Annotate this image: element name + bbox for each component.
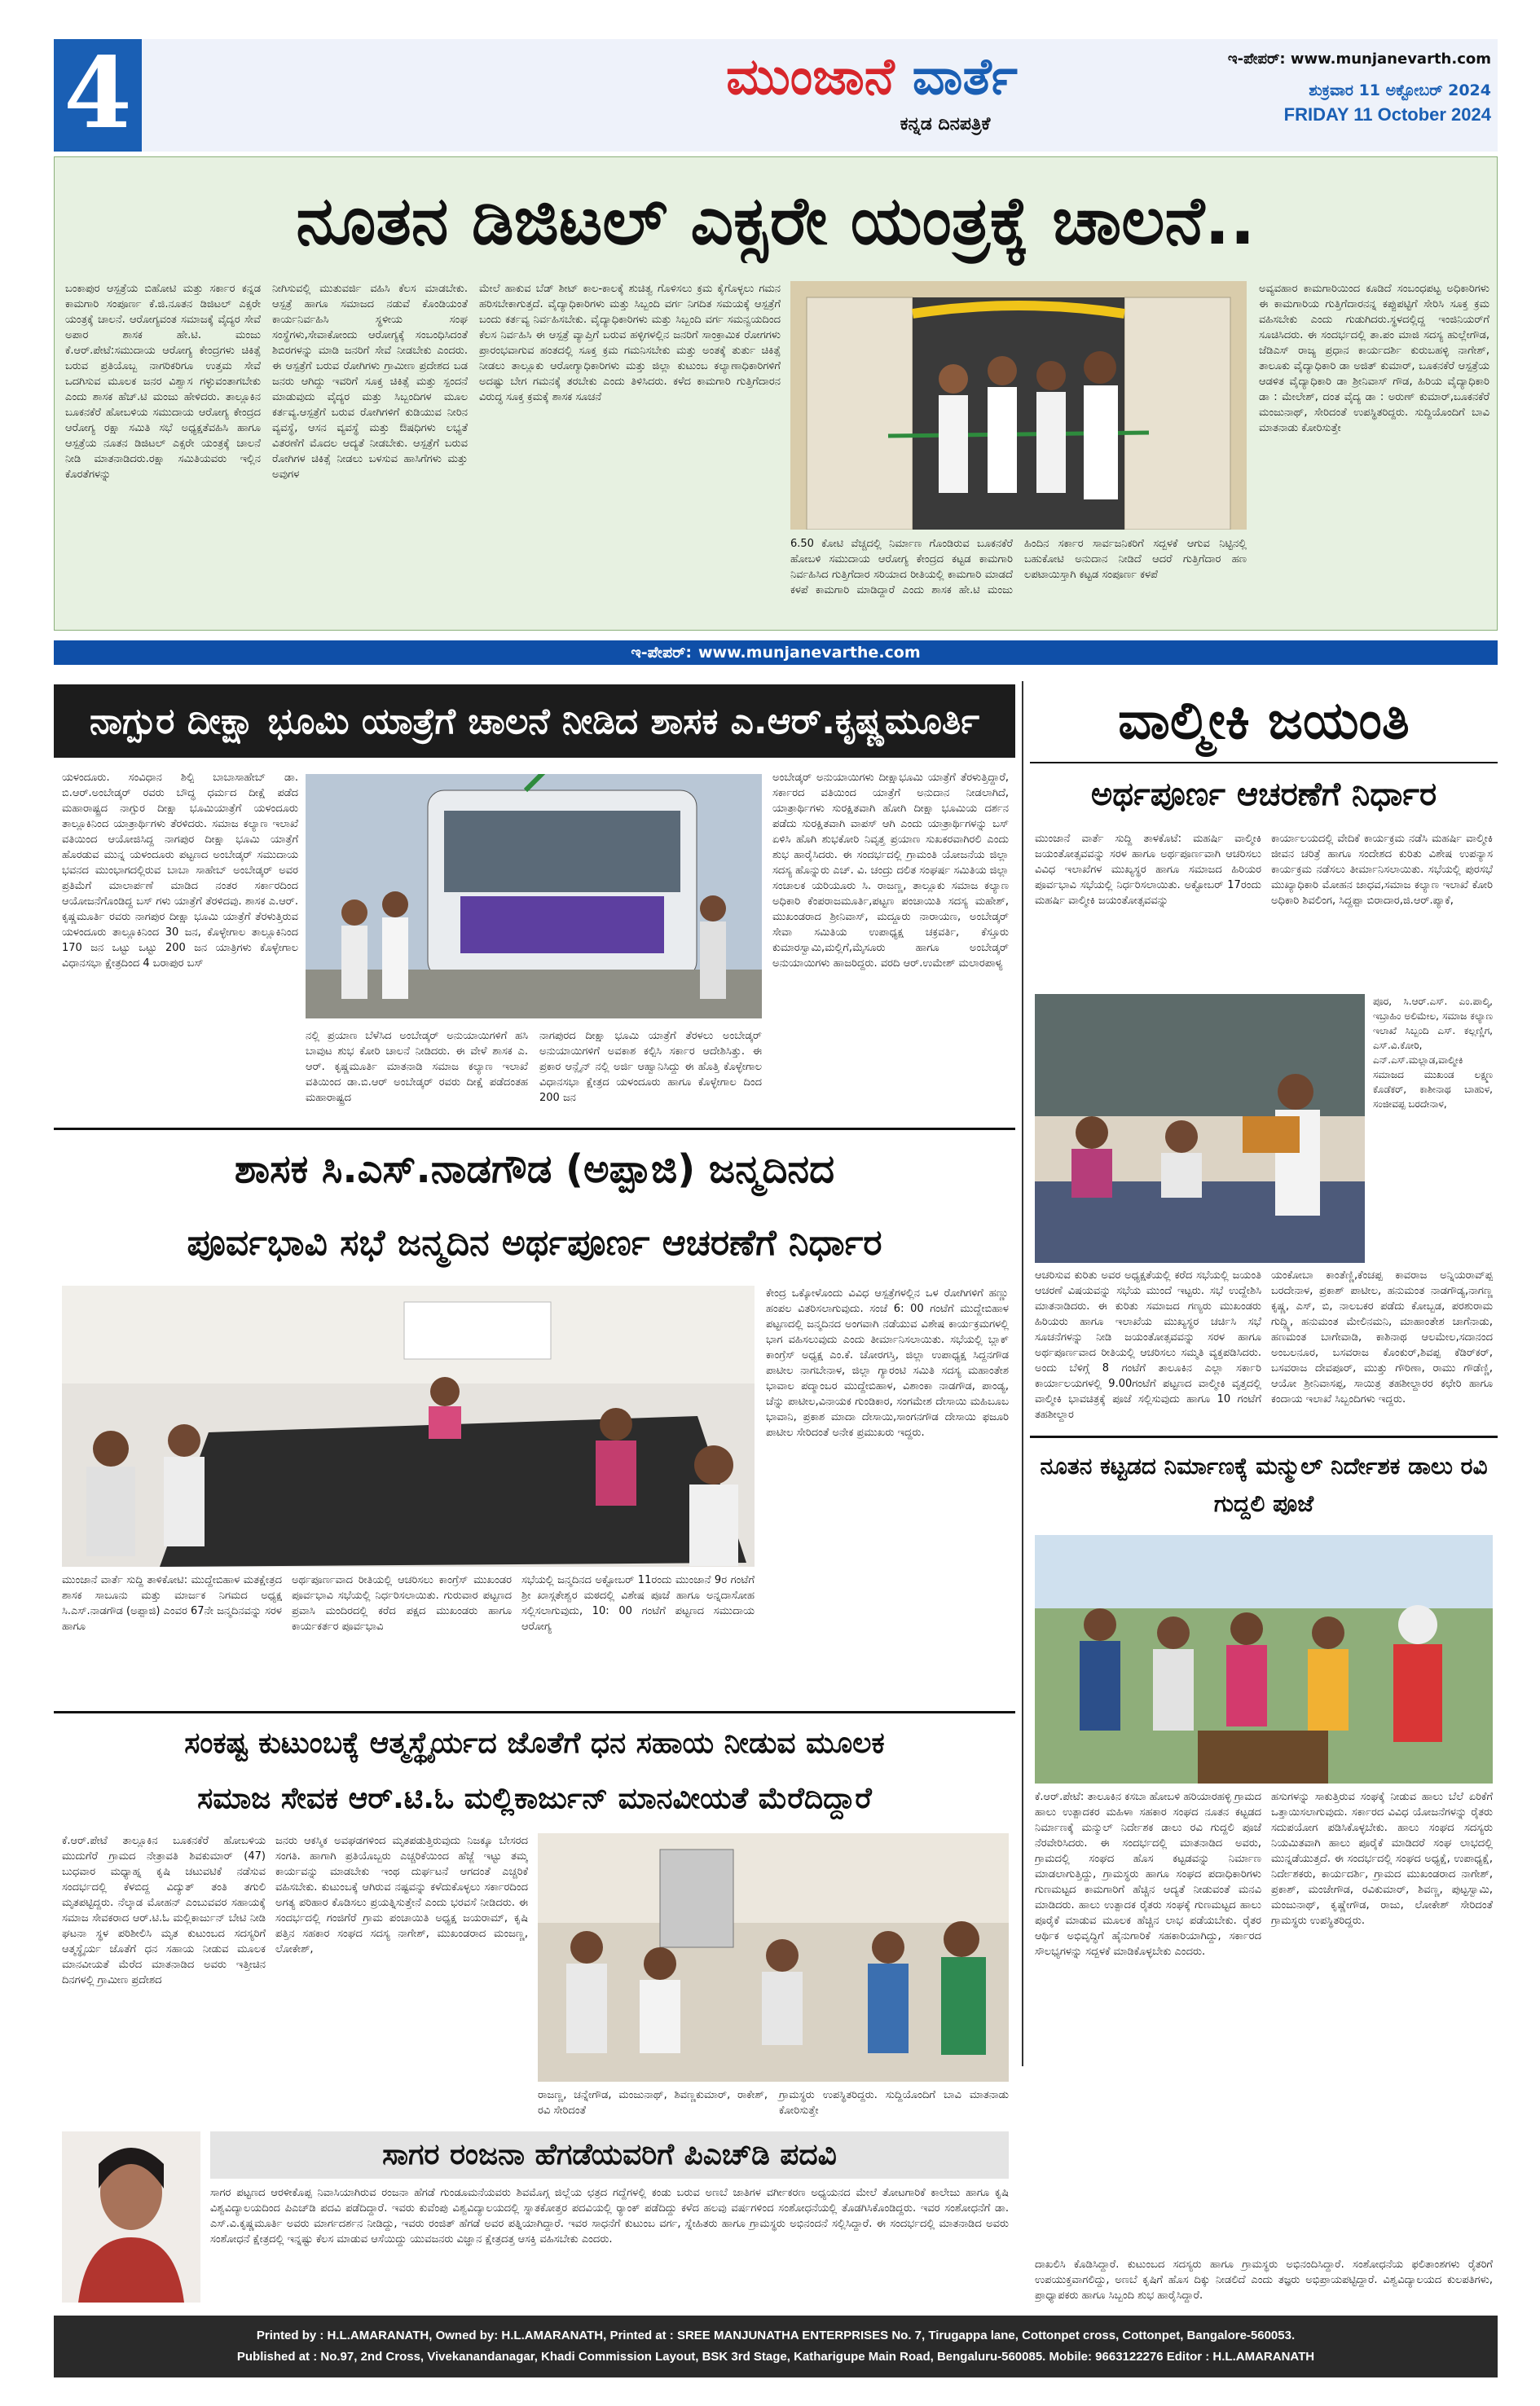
- lead-col-2: [272, 281, 468, 623]
- valmiki-photo: [1035, 994, 1365, 1263]
- nagpur-col-2-text: ನಲ್ಲಿ ಪ್ರಯಾಣ ಬೆಳೆಸಿದ ಅಂಬೇಡ್ಕರ್ ಅನುಯಾಯಿಗಳಿಗೆ ಹಸಿ ಬಾವುಟ ಶುಭ ಕೋರಿ ಚಾಲನೆ ನೀಡಿದರು. ಈ ವೇಳೆ ಶಾಸಕ ಎ. ಆರ್. ಕೃಷ್ಣಮೂರ್ತಿ ಮಾತನಾಡಿ ಸಮಾಜ ಕಲ್ಯಾಣ ಇಲಾಖೆ ವತಿಯಿಂದ ಡಾ.ಬಿ.ಆರ್ ಅಂಬೇಡ್ಕರ್ ರವರು ದೀಕ್ಷೆ ಪಡೆದಂತಹ ಮಹಾರಾಷ್ಟ್ರದ: [306, 1030, 528, 1104]
- nagpur-col-4: [772, 770, 1009, 1120]
- valmiki-col-1-bot-text: ಆಚರಿಸುವ ಕುರಿತು ಅವರ ಅಧ್ಯಕ್ಷತೆಯಲ್ಲಿ ಕರೆದ ಸಭೆಯಲ್ಲಿ ಜಯಂತಿ ಆಚರಣೆ ವಿಷಯವನ್ನು ಸಭೆಯ ಮುಂದೆ ಇಟ್ಟರು. ಸಭೆ ಉದ್ದೇಶಿಸಿ ಮಾತನಾಡಿದರು. ಈ ಕುರಿತು ಸಮಾಜದ ಗಣ್ಯರು ಮುಖಂಡರು ಹಿರಿಯರು ಹಾಗೂ ಇಲಾಖೆಯ ಮುಖ್ಯಸ್ಥರ ಚರ್ಚಿಸಿ ಸಭೆ ಸೂಚನೆಗಳನ್ನು ನೀಡಿ ಜಯಂತೋತ್ಸವವನ್ನು ಸರಳ ಹಾಗೂ ಅರ್ಥಪೂರ್ಣವಾದ ರೀತಿಯಲ್ಲಿ ಆಚರಿಸಲು ಸಮ್ಮತಿ ವ್ಯಕ್ತಪಡಿಸಿದರು. ಅಂದು ಬೆಳಿಗ್ಗೆ 8 ಗಂಟೆಗೆ ತಾಲೂಕಿನ ಎಲ್ಲಾ ಸರ್ಕಾರಿ ಕಾರ್ಯಾಲಯಗಳಲ್ಲಿ 9.00ಗಂಟೆಗೆ ಪಟ್ಟಣದ ವಾಲ್ಮೀಕಿ ವೃತ್ತದಲ್ಲಿ ವಾಲ್ಮೀಕಿ ಭಾವಚಿತ್ರಕ್ಕೆ ಪೂಜೆ ಸಲ್ಲಿಸುವುದು ಹಾಗೂ 10 ಗಂಟೆಗೆ ತಹಶೀಲ್ದಾರ: [1035, 1269, 1261, 1421]
- bus-flagoff-illustration: [306, 774, 762, 1018]
- mallikarjun-col-1-text: ಕೆ.ಆರ್.ಪೇಟೆ ತಾಲ್ಲೂಕಿನ ಬೂಕನಕೆರೆ ಹೋಬಳಿಯ ಮುದುಗೆರೆ ಗ್ರಾಮದ ನೇತ್ರಾವತಿ ಶಿವಕುಮಾರ್ (47) ಬುಧವಾರ ಮಧ್ಯಾಹ್ನ ಕೃಷಿ ಚಟುವಟಿಕೆ ನಡೆಸುವ ಸಂದರ್ಭದಲ್ಲಿ ಕೆಳಬಿದ್ದ ವಿದ್ಯುತ್ ತಂತಿ ತಗುಲಿ ಮೃತಪಟ್ಟಿದ್ದರು. ನೆಲ್ಕಾಡ ಮೋಹನ್ ಎಂಬುವವರ ಸಹಾಯಕ್ಕೆ ಸಮಾಜ ಸೇವಕರಾದ ಆರ್.ಟಿ.ಓ ಮಲ್ಲಿಕಾರ್ಜುನ್ ಬೇಟಿ ನೀಡಿ ಘಟನಾ ಸ್ಥಳ ಪರಿಶೀಲಿಸಿ ಮೃತ ಕುಟುಂಬದ ಸದಸ್ಯರಿಗೆ ಆತ್ಮಸ್ಥೈರ್ಯ ಜೊತೆಗೆ ಧನ ಸಹಾಯ ನೀಡುವ ಮೂಲಕ ಮಾನವೀಯತೆ ಮೆರೆದ ಮಾತನಾಡಿದ ಅವರು ಇತ್ತೀಚಿನ ದಿನಗಳಲ್ಲಿ ಗ್ರಾಮೀಣ ಪ್ರದೇಶದ: [62, 1835, 266, 1986]
- nagpur-photo: [306, 774, 762, 1018]
- mallikarjun-photo-caption-1: ರಾಜಣ್ಣ, ಚನ್ನೇಗೌಡ, ಮಂಜುನಾಥ್, ಶಿವಣ್ಣಕುಮಾರ್, ರಾಕೇಶ್, ರವಿ ಸೇರಿದಂತೆ: [538, 2089, 768, 2117]
- section-rule-mallikarjun: [54, 1711, 1015, 1713]
- nagpur-headline: ನಾಗ್ಪುರ ದೀಕ್ಷಾ ಭೂಮಿ ಯಾತ್ರೆಗೆ ಚಾಲನೆ ನೀಡಿದ ಶಾಸಕ ಎ.ಆರ್.ಕೃಷ್ಣಮೂರ್ತಿ: [54, 684, 1015, 758]
- masthead-epaper: [1116, 51, 1491, 75]
- valmiki-col-2-top-text: ಕಾರ್ಯಾಲಯದಲ್ಲಿ ವೇದಿಕೆ ಕಾರ್ಯಕ್ರಮ ನಡೆಸಿ ಮಹರ್ಷಿ ವಾಲ್ಮೀಕಿ ಜೀವನ ಚರಿತ್ರೆ ಹಾಗೂ ಸಂದೇಶದ ಕುರಿತು ವಿಶೇಷ ಉಪನ್ಯಾಸ ಕಾರ್ಯಕ್ರಮ ನಡೆಸಲು ತೀರ್ಮಾನಿಸಲಾಯಿತು. ಸಭೆಯಲ್ಲಿ ಪುರಸಭೆ ಮುಖ್ಯಾಧಿಕಾರಿ ಮೋಹನ ಜಾಧವ,ಸಮಾಜ ಕಲ್ಯಾಣ ಇಲಾಖೆ ಕೋರಿ ಅಧಿಕಾರಿ ಶಿವಲಿಂಗ, ಸಿದ್ದಪ್ಪಾ ಬಿರಾದಾರ,ಜಿ.ಆರ್.ಪ್ಯಾಕೆ,: [1271, 833, 1493, 907]
- phd-headline: ಸಾಗರ ರಂಜನಾ ಹೆಗಡೆಯವರಿಗೆ ಪಿಎಚ್‌ಡಿ ಪದವಿ: [382, 2138, 837, 2171]
- mallikarjun-headline-1: ಸಂಕಷ್ಟ ಕುಟುಂಬಕ್ಕೆ ಆತ್ಮಸ್ಥೈರ್ಯದ ಜೊತೆಗೆ ಧನ ಸಹಾಯ ನೀಡುವ ಮೂಲಕ: [184, 1726, 885, 1760]
- mallikarjun-photo-caption-2: ಗ್ರಾಮಸ್ಥರು ಉಪಸ್ಥಿತರಿದ್ದರು. ಸುದ್ದಿಯೊಂದಿಗೆ ಬಾವಿ ಮಾತನಾಡು ಕೋರಿಸುತ್ತೇ: [779, 2089, 1009, 2117]
- nagpur-col-3-text: ನಾಗಪುರದ ದೀಕ್ಷಾ ಭೂಮಿ ಯಾತ್ರೆಗೆ ತೆರಳಲು ಅಂಬೇಡ್ಕರ್ ಅನುಯಾಯಿಗಳಿಗೆ ಅವಕಾಶ ಕಲ್ಪಿಸಿ ಸರ್ಕಾರ ಆದೇಶಿಸಿತ್ತು. ಈ ಪ್ರಕಾರ ಆನ್ಲೈನ್ ನಲ್ಲಿ ಅರ್ಜಿ ಆಹ್ವಾನಿಸಿದ್ದು ಈ ಹೊತ್ತಿ ಕೊಳ್ಳೇಗಾಲ ವಿಧಾನಸಭಾ ಕ್ಷೇತ್ರದ ಯಳಂದೂರು ಹಾಗೂ ಕೊಳ್ಳೇಗಾಲ ದಿಂದ 200 ಜನ: [539, 1030, 762, 1104]
- masthead-name-part2: ವಾರ್ತೆ: [912, 46, 1018, 106]
- mallikarjun-col-2-text: ಜನರು ಆಕಸ್ಮಿಕ ಅವಘಡಗಳಿಂದ ಮೃತಪಡುತ್ತಿರುವುದು ನಿಜಕ್ಕೂ ಬೇಸರದ ಸಂಗತಿ. ಹಾಗಾಗಿ ಪ್ರತಿಯೊಬ್ಬರು ಎಚ್ಚರಿಕೆಯಿಂದ ಹೆಜ್ಜೆ ಇಟ್ಟು ತಮ್ಮ ಕಾರ್ಯವನ್ನು ಮಾಡಬೇಕು ಇಂಥ ದುರ್ಘಟನೆ ಆಗದಂತೆ ಎಚ್ಚರಿಕೆ ವಹಿಸಬೇಕು. ಕುಟುಂಬಕ್ಕೆ ಆಗಿರುವ ನಷ್ಟವನ್ನು ಕಳೆದುಕೊಳ್ಳಲು ಸರ್ಕಾರದಿಂದ ಅಗತ್ಯ ಪರಿಹಾರ ಕೊಡಿಸಲು ಪ್ರಯತ್ನಿಸುತ್ತೇನೆ ಎಂದು ಭರವಸೆ ನೀಡಿದರು. ಈ ಸಂದರ್ಭದಲ್ಲಿ ಗಂಜಿಗೆರೆ ಗ್ರಾಮ ಪಂಚಾಯಿತಿ ಅಧ್ಯಕ್ಷ ಜಯರಾಮ್, ಕೃಷಿ ಪತ್ತಿನ ಸಹಕಾರ ಸಂಘದ ಸದಸ್ಯ ನಾಗೇಶ್, ಮುಖಂಡರಾದ ಮಂಜಣ್ಣ, ಲೋಕೇಶ್,: [275, 1835, 528, 1955]
- newbuilding-col-1: [1035, 1789, 1261, 2254]
- nadagouda-col-2-text: ಅರ್ಥಪೂರ್ಣವಾದ ರೀತಿಯಲ್ಲಿ ಆಚರಿಸಲು ಕಾಂಗ್ರೆಸ್ ಮುಖಂಡರ ಪೂರ್ವಭಾವಿ ಸಭೆಯಲ್ಲಿ ನಿರ್ಧರಿಸಲಾಯಿತು. ಗುರುವಾರ ಪಟ್ಟಣದ ಪ್ರವಾಸಿ ಮಂದಿರದಲ್ಲಿ ಕರೆದ ಪಕ್ಷದ ಮುಖಂಡರು ಹಾಗೂ ಕಾರ್ಯಕರ್ತರ ಪೂರ್ವಭಾವಿ: [292, 1574, 512, 1633]
- mallikarjun-col-1: [62, 1833, 266, 2127]
- masthead-date-english: FRIDAY 11 October 2024: [1283, 104, 1491, 125]
- nagpur-col-4-text: ಅಂಬೇಡ್ಕರ್ ಅನುಯಾಯಿಗಳು ದೀಕ್ಷಾಭೂಮಿ ಯಾತ್ರೆಗೆ ತೆರಳುತ್ತಿದ್ದಾರೆ, ಸರ್ಕಾರದ ವತಿಯಿಂದ ಯಾತ್ರೆಗೆ ಅನುದಾನ ನೀಡಲಾಗಿದೆ, ಯಾತ್ರಾರ್ಥಿಗಳು ಸುರಕ್ಷಿತವಾಗಿ ಹೋಗಿ ದೀಕ್ಷಾ ಭೂಮಿಯ ದರ್ಶನ ಪಡೆದು ಸುರಕ್ಷಿತವಾಗಿ ವಾಪಸ್ ಆಗಿ ಎಂದು ಯಾತ್ರಾರ್ಥಿಗಳನ್ನು ಬಸ್ ಏಳಿಸಿ ಹೊಗಿ ಶುಭಕೋರಿ ನಿವೃತ್ತ ಪ್ರಯಾಣ ಸುಖಕರವಾಗಿರಲಿ ಎಂದು ಶುಭ ಹಾರೈಸಿದರು. ಈ ಸಂದರ್ಭದಲ್ಲಿ ಗ್ರಾಮಂತಿ ಯೋಜನೆಯ ಜಿಲ್ಲಾ ಸದಸ್ಯ ಹೊನ್ನುರು ಎಚ್. ವಿ. ಚಂದ್ರು ದಲಿತ ಸಂಘರ್ಷ ಸಮಿತಿಯ ಜಿಲ್ಲಾ ಸಂಚಾಲಕ ಯರಿಯೂರು ಸಿ. ರಾಜಣ್ಣ, ತಾಲ್ಲೂಕು ಸಮಾಜ ಕಲ್ಯಾಣ ಅಧಿಕಾರಿ ಕೆಂಪರಾಜಮೂರ್ತಿ,ಪಟ್ಟಣ ಪಂಚಾಯಿತಿ ಸದಸ್ಯ ಮಹೇಶ್, ಮುಖಂಡರಾದ ಶ್ರೀನಿವಾಸ್, ಮದ್ದೂರು ನಾರಾಯಣ, ಅಂಬೇಡ್ಕರ್ ಸೇವಾ ಸಮಿತಿಯ ಉಪಾಧ್ಯಕ್ಷ ಚಕ್ರವರ್ತಿ, ಕೆಸ್ತೂರು ಕುಮಾರಸ್ವಾಮಿ,ಮಲ್ಲಿಗೆ,ಮೈಸೂರು ಹಾಗೂ ಅಂಬೇಡ್ಕರ್ ಅನುಯಾಯಿಗಳು ಹಾಜರಿದ್ದರು. ವರದಿ ಆರ್.ಉಮೇಶ್ ಮಲಾರಪಾಳ್ಯ: [772, 772, 1009, 970]
- lead-photo-caption-text: 6.50 ಕೋಟಿ ವೆಚ್ಚದಲ್ಲಿ ನಿರ್ಮಾಣ ಗೊಂಡಿರುವ ಬೂಕನಕೆರೆ ಹೋಬಳಿ ಸಮುದಾಯ ಆರೋಗ್ಯ ಕೇಂದ್ರದ ಕಟ್ಟಡ ಕಾಮಗಾರಿ ನಿರ್ವಹಿಸಿದ ಗುತ್ತಿಗೆದಾರ ಸರಿಯಾದ ರೀತಿಯಲ್ಲಿ ಕಾಮಗಾರಿ ಮಾಡದೆ ಕಳಪೆ ಕಾಮಗಾರಿ ಮಾಡಿದ್ದಾರೆ ಎಂದು ಶಾಸಕ ಹೇ.ಟಿ ಮಂಜು ಹಿಂದಿನ ಸರ್ಕಾರ ಸಾರ್ವಜನಿಕರಿಗೆ ಸದ್ಬಳಕೆ ಆಗುವ ನಿಟ್ಟಿನಲ್ಲಿ ಬಹುಕೋಟಿ ಅನುದಾನ ನೀಡಿದೆ ಆದರೆ ಗುತ್ತಿಗೆದಾರ ಹಣ ಲಪಟಾಯಿಸ್ತಾಗಿ ಕಟ್ಟಡ ಸಂಪೂರ್ಣ ಕಳಪೆ: [790, 538, 1247, 596]
- lead-col-3-text: ಮೇಲೆ ಹಾಕುವ ಬೆಡ್ ಶೀಟ್ ಕಾಲ-ಕಾಲಕ್ಕೆ ಶುಚಿತ್ವ ಗೊಳಿಸಲು ಕ್ರಮ ಕೈಗೊಳ್ಳಲು ಗಮನ ಹರಿಸಬೇಕಾಗುತ್ತದೆ. ವೈದ್ಯಾಧಿಕಾರಿಗಳು ಮತ್ತು ಸಿಬ್ಬಂದಿ ವರ್ಗ ನಿಗದಿತ ಸಮಯಕ್ಕೆ ಆಸ್ಪತ್ರೆಗೆ ಬಂದು ಕರ್ತವ್ಯ ನಿರ್ವಹಿಸಬೇಕು. ವೈದ್ಯಾಧಿಕಾರಿಗಳು ಮತ್ತು ಸಿಬ್ಬಂದಿ ವರ್ಗ ಸಮನ್ವಯದಿಂದ ಕೆಲಸ ನಿರ್ವಹಿಸಿ ಈ ಆಸ್ಪತ್ರೆ ವ್ಯಾಪ್ತಿಗೆ ಬರುವ ಹಳ್ಳಿಗಳಲ್ಲಿನ ಜನರಿಗೆ ಸಾಂಕ್ರಾಮಿಕ ರೋಗಗಳು ಪ್ರಾರಂಭವಾಗುವ ಹಂತದಲ್ಲಿ ಸೂಕ್ತ ಕ್ರಮ ಗಮನಿಸಬೇಕು ಮತ್ತು ಅಂತಕ್ಕೆ ತುರ್ತು ಚಿಕಿತ್ಸೆ ನೀಡಲು ತಾಲ್ಲೂಕು ಆರೋಗ್ಯಾಧಿಕಾರಿಗಳು ಮತ್ತು ಜಿಲ್ಲಾ ಕುಟುಂಬ ಕಲ್ಯಾಣಾಧಿಕಾರಿಗಳಿಗೆ ಅದಷ್ಟು ಬೇಗ ಗಮನಕ್ಕೆ ತರಬೇಕು ಎಂದು ತಿಳಿಸಿದರು. ಕಳೆದ ಕಾಮಗಾರಿ ಗುತ್ತಿಗೆದಾರನ ವಿರುದ್ಧ ಸೂಕ್ತ ಕ್ರಮಕ್ಕೆ ಶಾಸಕ ಸೂಚನೆ: [479, 283, 781, 403]
- section-rule-nadagouda: [54, 1128, 1015, 1130]
- lead-col-1: [65, 281, 261, 623]
- footer-imprint: [54, 2316, 1498, 2377]
- masthead-website-link[interactable]: www.munjanevarth.com: [1290, 51, 1491, 68]
- nadagouda-photo: [62, 1286, 755, 1567]
- nadagouda-col-3-text: ಸಭೆಯಲ್ಲಿ ಜನ್ಮದಿನದ ಅಕ್ಟೋಬರ್ 11ರಂದು ಮುಂಜಾನೆ 9ರ ಗಂಟೆಗೆ ಶ್ರೀ ಖಾಸ್ಗತೇಶ್ವರ ಮಠದಲ್ಲಿ ವಿಶೇಷ ಪೂಜೆ ಹಾಗೂ ಅನ್ನದಾಸೋಹ ಸಲ್ಲಿಸಲಾಗುವುದು, 10: 00 ಗಂಟೆಗೆ ಪಟ್ಟಣದ ಸಮುದಾಯ ಆರೋಗ್ಯ: [521, 1574, 755, 1633]
- nagpur-cols-2-3: [306, 1028, 762, 1122]
- lead-col-4-text: ಅವ್ಯವಹಾರ ಕಾಮಗಾರಿಯಿಂದ ಕೂಡಿದೆ ಸಂಬಂಧಪಟ್ಟ ಅಧಿಕಾರಿಗಳು ಈ ಕಾಮಗಾರಿಯ ಗುತ್ತಿಗೆದಾರನನ್ನ ಕಪ್ಪುಪಟ್ಟಿಗೆ ಸೇರಿಸಿ ಸೂಕ್ತ ಕ್ರಮ ವಹಿಸಬೇಕು ಎಂದು ಗುಡುಗಿದರು.ಸ್ಥಳದಲ್ಲಿದ್ದ ಇಂಜಿನಿಯರ್‌ಗೆ ಸೂಚಿಸಿದರು. ಈ ಸಂದರ್ಭದಲ್ಲಿ ತಾ.ಪಂ ಮಾಜಿ ಸದಸ್ಯ ಹುಲ್ಲೇಗೌಡ, ಜೆಡಿಎಸ್ ರಾಜ್ಯ ಪ್ರಧಾನ ಕಾರ್ಯದರ್ಶಿ ಕುರುಬಹಳ್ಳಿ ನಾಗೇಶ್, ತಾಲೂಕು ವೈದ್ಯಾಧಿಕಾರಿ ಡಾ ಅಜಿತ್ ಕುಮಾರ್, ಬೂಕನಕೆರೆ ಆಸ್ಪತ್ರೆಯ ಆಡಳಿತ ವೈದ್ಯಾಧಿಕಾರಿ ಡಾ ಶ್ರೀನಿವಾಸ್ ಗೌಡ, ಹಿರಿಯ ವೈದ್ಯಾಧಿಕಾರಿ ಡಾ : ಮೇಲೇಶ್, ದಂತ ವೈದ್ಯ ಡಾ : ಅರುಣ್ ಕುಮಾರ್,ಬೂಕನಕೆರೆ ಮಂಜುನಾಥ್, ಸೇರಿದಂತೆ ಉಪಸ್ಥಿತರಿದ್ದರು. ಸುದ್ದಿಯೊಂದಿಗೆ ಬಾವಿ ಮಾತನಾಡು ಕೋರಿಸುತ್ತೇ: [1259, 283, 1489, 434]
- lead-photo-caption: [790, 536, 1247, 626]
- groundbreaking-illustration: [1035, 1535, 1493, 1784]
- mallikarjun-photo: [538, 1833, 1009, 2082]
- column-divider: [1022, 681, 1023, 2066]
- section-rule-newbuilding: [1030, 1436, 1498, 1438]
- masthead-name-part1: ಮುಂಜಾನೆ: [726, 46, 895, 106]
- footer-printer-line: Printed by : H.L.AMARANATH, Owned by: H.L.AMARANATH, Printed at : SREE MANJUNATHA ENTERPRISES No. 7, Tirugappa lane, Cottonpet cross, Cottonpet, Bangalore-560053.: [256, 2329, 1296, 2342]
- nadagouda-col-right-text: ಕೇಂದ್ರ ಒಕ್ಕೋಳೊಂದು ವಿವಿಧ ಆಸ್ಪತ್ರೆಗಳಲ್ಲಿನ ಒಳ ರೋಗಿಗಳಿಗೆ ಹಣ್ಣು ಹಂಪಲ ವಿತರಿಸಲಾಗುವುದು. ಸಂಜೆ 6: 00 ಗಂಟೆಗೆ ಮುದ್ದೇಬಿಹಾಳ ಪಟ್ಟಣದಲ್ಲಿ ಜನ್ಮದಿನದ ಅಂಗವಾಗಿ ನಡೆಯುವ ವಿಶೇಷ ಕಾರ್ಯಕ್ರಮಗಳಲ್ಲಿ ಭಾಗ ವಹಿಸಲುವುದು ಎಂದು ತೀರ್ಮಾನಿಸಲಾಯಿತು. ಸಭೆಯಲ್ಲಿ ಬ್ಲಾಕ್ ಕಾಂಗ್ರೆಸ್ ಅಧ್ಯಕ್ಷ ಎಂ.ಕೆ. ಚೋರಗಸ್ತಿ, ಜಿಲ್ಲಾ ಉಪಾಧ್ಯಕ್ಷ ಸಿದ್ದನಗೌಡ ಪಾಟೀಲ ನಾಗಬೇನಾಳ, ಜಿಲ್ಲಾ ಗ್ಯಾರಂಟಿ ಸಮಿತಿ ಸದಸ್ಯ ಮಹಾಂತೇಶ ಭಾವಾಲ ಪದ್ಮಾಂಬರ ಮುದ್ದೇಬಿಹಾಳ, ವಿಶಾಂಕಾ ನಾಡಗೌಡ, ಪಾಂಡ್ಯ, ಚೆನ್ನು ಪಾಟೀಲ,ವಿನಾಯಕ ಗುಂಡಿಕಾರ, ಸಂಗಮೇಶ ದೇಸಾಯಿ ಮಹಿಬೂಬ ಭಾವಾನಿ, ಪ್ರಕಾಶ ಮಾದಾ ದೇಸಾಯಿ,ಸಾಂಗನಗೌಡ ದೇಸಾಯಿ ಫಜೂರಿ ಪಾಟೀಲ ಸೇರಿದಂತೆ ಅನೇಕ ಪ್ರಮುಖರು ಇದ್ದರು.: [766, 1287, 1009, 1439]
- masthead-tagline: ಕನ್ನಡ ದಿನಪತ್ರಿಕೆ: [900, 114, 991, 134]
- valmiki-title: ವಾಲ್ಮೀಕಿ ಜಯಂತಿ: [1118, 691, 1410, 751]
- valmiki-col-2-top: [1271, 831, 1493, 990]
- valmiki-col-2-bot: [1271, 1268, 1493, 1431]
- valmiki-col-2-bot-text: ಯಂಕೋಬಾ ಕಾಂತೆಣ್ಣಿ,ಕೆಂಚಪ್ಪ ಕಾವರಾಜ ಅನ್ನಿಯರಾವ್‌ಪ್ಪ ಬರದೇನಾಳ, ಪ್ರಕಾಶ್ ಪಾಟೀಲ, ಹನುಮಂತ ನಾಡಗೌಡ್ಯ,ನಾಗಣ್ಣ ಕೃಷ್ಣ, ಎಸ್, ಬಿ, ನಾಲಬಕರ ಪಡೆದು ಕೋಬ್ಬಡ, ಪರಶುರಾಮ ಗುದ್ದ್ಯಿ, ಹನುಮಂತ ಮೇಲಿನಮನಿ, ಮಾಹಾಂತೇಶ ಚಾಗೆನಾಡು, ಹಣಮಂತ ಬಾಗೇವಾಡಿ, ಕಾಶಿನಾಥ ಆಲಮೇಲ,ಸದಾನಂದ ಅಂಬಲನೂರ, ಬಸವರಾಜ ಕೊಂಕುರ್,ಶಿವಪ್ಪ ಕೆಡಿರ್‌ಕರ್, ಬಸವರಾಜ ದೇವಪೂರ್, ಮುತ್ತು ಗೌರಿಣಾ, ರಾಮು ಗೌಡೆಣ್ಣಿ, ಆಯೋ ಶ್ರೀನಿವಾಸಪ್ಪ, ಸಾಯಿತ್ರ ತಹಶೀಲ್ದಾರರ ಕಛೇರಿ ಹಾಗೂ ಕಂದಾಯ ಇಲಾಖೆ ಸಿಬ್ಬಂದಿಗಳು ಇದ್ದರು.: [1271, 1269, 1493, 1405]
- nadagouda-col-1-text: ಮುಂಜಾನೆ ವಾರ್ತೆ ಸುದ್ದಿ ತಾಳಿಕೋಟಿ: ಮುದ್ದೇಬಿಹಾಳ ಮತಕ್ಷೇತ್ರದ ಶಾಸಕ ಸಾಬೂನು ಮತ್ತು ಮಾರ್ಜಕ ನಿಗಮದ ಅಧ್ಯಕ್ಷ ಸಿ.ಎಸ್.ನಾಡಗೌಡ (ಅಪ್ಪಾಜಿ) ಎಂವರ 67ನೇ ಜನ್ಮದಿನವನ್ನು ಸರಳ ಹಾಗೂ: [62, 1574, 282, 1633]
- lead-col-4: [1259, 281, 1489, 623]
- footer-publisher-line: Published at : No.97, 2nd Cross, Vivekanandanagar, Khadi Commission Layout, BSK 3rd Stage, Katharigupe Main Road, Bengaluru-560085. Mobile: 9663122276 Editor : H.L.AMARANATH: [236, 2350, 1315, 2364]
- lead-col-2-text: ನೀಗಿಸುವಲ್ಲಿ ಮುತುವರ್ಜಿ ವಹಿಸಿ ಕೆಲಸ ಮಾಡಬೇಕು. ಆಸ್ಪತ್ರೆ ಹಾಗೂ ಸಮಾಜದ ನಡುವೆ ಕೊಂಡಿಯಂತೆ ಕಾರ್ಯನಿರ್ವಹಿಸಿ ಸ್ಥಳೀಯ ಸಂಘ ಸಂಸ್ಥೆಗಳು,ಸೇವಾಕೋಂದು ಆರೋಗ್ಯಕ್ಕೆ ಸಂಬಂಧಿಸಿದಂತೆ ಶಿಬಿರಗಳನ್ನು ಮಾಡಿ ಜನರಿಗೆ ಸೇವೆ ನೀಡಬೇಕು ಎಂದರು. ಈ ಆಸ್ಪತ್ರೆಗೆ ಬರುವ ರೋಗಿಗಳು ಗ್ರಾಮೀಣ ಪ್ರದೇಶದ ಬಡ ಜನರು ಆಗಿದ್ದು ಇವರಿಗೆ ಸೂಕ್ತ ಚಿಕಿತ್ಸೆ ಮತ್ತು ಸ್ಪಂದನೆ ಮಾಡುವುದು ವೈದ್ಯರ ಮತ್ತು ಸಿಬ್ಬಂದಿಗಳ ಮೂಲ ಕರ್ತವ್ಯ.ಆಸ್ಪತ್ರೆಗೆ ಬರುವ ರೋಗಿಗಳಿಗೆ ಕುಡಿಯುವ ನೀರಿನ ವ್ಯವಸ್ಥೆ, ಆಸನ ವ್ಯವಸ್ಥೆ ಮತ್ತು ಔಷಧಿಗಳು ಲಭ್ಯತೆ ವಿತರಣೆಗೆ ಮೊದಲ ಆದ್ಯತೆ ನೀಡಬೇಕು. ಆಸ್ಪತ್ರೆಗೆ ಬರುವ ರೋಗಿಗಳ ಚಿಕಿತ್ಸೆ ನೀಡಲು ಬಳಸುವ ಹಾಸಿಗೆಗಳು ಮತ್ತು ಅವುಗಳ: [272, 283, 468, 481]
- ribbon-cutting-illustration: [790, 281, 1247, 530]
- family-visit-illustration: [538, 1833, 1009, 2082]
- valmiki-col-2-mid-text: ಪೂರ, ಸಿ.ಆರ್.ಎಸ್. ಎಂ.ಪಾಲ್ಕಿ, ಇಬ್ರಾಹಿಂ ಅಲಿಮೇಲ, ಸಮಾಜ ಕಲ್ಯಾಣ ಇಲಾಖೆ ಸಿಬ್ಬಂದಿ ಎಸ್. ಕಲ್ಲಣ್ಣಿಗ, ಎಸ್.ವಿ.ಕೋರಿ, ಎನ್.ಎಸ್.ಮಲ್ಲಾಡ,ವಾಲ್ಮೀಕಿ ಸಮಾಜದ ಮುಖಂಡ ಲಕ್ಷ್ಮಣ ಕೊಡೆಕರ್, ಕಾಶೀನಾಥ ಬಾಹುಳ, ಸಂಜೀವಪ್ಪ ಬರದೇನಾಳ,: [1373, 996, 1493, 1110]
- nadagouda-col-right: [766, 1286, 1009, 1701]
- valmiki-col-2-mid: [1373, 994, 1493, 1263]
- valmiki-subtitle: ಅರ್ಥಪೂರ್ಣ ಆಚರಣೆಗೆ ನಿರ್ಧಾರ: [1090, 776, 1437, 813]
- epaper-band-label: ಇ-ಪೇಪರ್:: [631, 644, 692, 662]
- phd-portrait: [62, 2131, 200, 2303]
- lead-col-1-text: ಬಂಕಾಪುರ ಆಸ್ಪತ್ರೆಯ ಬಿಹೋಟಿ ಮತ್ತು ಸರ್ಕಾರ ಕನ್ನಡ ಕಾಮಗಾರಿ ಸಂಪೂರ್ಣ ಕೆ.ಜಿ.ನೂತನ ಡಿಜಿಟಲ್ ಎಕ್ಸರೇ ಯಂತ್ರಕ್ಕೆ ಚಾಲನೆ. ಆರೋಗ್ಯವಂತ ಸಮಾಜಕ್ಕೆ ವೈದ್ಯರ ಸೇವೆ ಅಪಾರ ಶಾಸಕ ಹೇ.ಟಿ. ಮಂಜು ಕೆ.ಆರ್.ಪೇಟೆ:ಸಮುದಾಯ ಆರೋಗ್ಯ ಕೇಂದ್ರಗಳು ಚಿಕಿತ್ಸೆ ಬರುವ ಪ್ರತಿಯೊಬ್ಬ ನಾಗರಿಕರಿಗೂ ಉತ್ತಮ ಸೇವೆ ಒದಗಿಸುವ ಮೂಲಕ ಜನರ ವಿಶ್ವಾಸ ಗಳ್ಳುವಂತಾಗಬೇಕು ಎಂದು ಶಾಸಕ ಹೆಚ್.ಟಿ ಮಂಜು ಹೇಳಿದರು. ತಾಲ್ಲೂಕಿನ ಬೂಕನಕೆರೆ ಹೋಬಳಿಯ ಸಮುದಾಯ ಆರೋಗ್ಯ ಕೇಂದ್ರದ ಆರೋಗ್ಯ ರಕ್ಷಾ ಸಮಿತಿ ಸಭೆ ಅಧ್ಯಕ್ಷತೆವಹಿಸಿ ಹಾಗೂ ಆಸ್ಪತ್ರೆಯ ನೂತನ ಡಿಜಿಟಲ್ ಎಕ್ಸರೇ ಯಂತ್ರಕ್ಕೆ ಚಾಲನೆ ನೀಡಿ ಮಾತನಾಡಿದರು.ರಕ್ಷಾ ಸಮಿತಿಯವರು ಇಲ್ಲಿನ ಕೊರತೆಗಳನ್ನು: [65, 283, 261, 481]
- newbuilding-col-1-text: ಕೆ.ಆರ್.ಪೇಟೆ: ತಾಲೂಕಿನ ಕಸಬಾ ಹೋಬಳಿ ಹರಿಯಾರಹಳ್ಳಿ ಗ್ರಾಮದ ಹಾಲು ಉತ್ಪಾದಕರ ಮಹಿಳಾ ಸಹಕಾರ ಸಂಘದ ನೂತನ ಕಟ್ಟಡದ ನಿರ್ಮಾಣಕ್ಕೆ ಮನ್ಮುಲ್ ನಿರ್ದೇಶಕ ಡಾಲು ರವಿ ಗುದ್ದಲಿ ಪೂಜೆ ನೆರವೇರಿಸಿದರು. ಈ ಸಂದರ್ಭದಲ್ಲಿ ಮಾತನಾಡಿದ ಅವರು, ಗ್ರಾಮದಲ್ಲಿ ಸಂಘದ ಹೊಸ ಕಟ್ಟಡವನ್ನು ನಿರ್ಮಾಣ ಮಾಡಲಾಗುತ್ತಿದ್ದು, ಗ್ರಾಮಸ್ಥರು ಹಾಗೂ ಸಂಘದ ಪದಾಧಿಕಾರಿಗಳು ಗುಣಮಟ್ಟದ ಕಾಮಗಾರಿಗೆ ಹೆಚ್ಚಿನ ಆದ್ಯತೆ ನೀಡುವಂತೆ ಮನವಿ ಮಾಡಿದರು. ಹಾಲು ಉತ್ಪಾದಕ ರೈತರು ಸಂಘಕ್ಕೆ ಗುಣಮಟ್ಟದ ಹಾಲು ಪೂರೈಕೆ ಮಾಡುವ ಮೂಲಕ ಹೆಚ್ಚಿನ ಲಾಭ ಪಡೆಯಬೇಕು. ರೈತರ ಆರ್ಥಿಕ ಅಭಿವೃದ್ಧಿಗೆ ಹೈನುಗಾರಿಕೆ ಸಹಕಾರಿಯಾಗಿದ್ದು, ಸರ್ಕಾರದ ಸೌಲಭ್ಯಗಳನ್ನು ಸದ್ಬಳಕೆ ಮಾಡಿಕೊಳ್ಳಬೇಕು ಎಂದರು.: [1035, 1791, 1261, 1958]
- phd-body-text: ಸಾಗರ ಪಟ್ಟಣದ ಆರಳೀಕೊಪ್ಪ ನಿವಾಸಿಯಾಗಿರುವ ರಂಜನಾ ಹೆಗಡೆ ಗುಂಡೂಮನೆಯವರು ಶಿವಮೊಗ್ಗ ಜಿಲ್ಲೆಯ ಛತ್ರದ ಗದ್ದೆಗಳಲ್ಲಿ ಕಂಡು ಬರುವ ಅಣಬೆ ಜಾತಿಗಳ ವರ್ಗೀಕರಣ ಅಧ್ಯಯನದ ಮೇಲೆ ತೋಟಗಾರಿಕೆ ಕಾಲೇಜು ಹಾಗೂ ಕೃಷಿ ವಿಶ್ವವಿದ್ಯಾಲಯದಿಂದ ಪಿಎಚ್‌ಡಿ ಪದವಿ ಪಡೆದಿದ್ದಾರೆ. ಇವರು ಕುವೆಂಪು ವಿಶ್ವವಿದ್ಯಾಲಯದಲ್ಲಿ ಸ್ನಾತಕೋತ್ತರ ಪದವಿಯಲ್ಲಿ ರ್‍ಯಾಂಕ್ ಪಡೆದಿದ್ದು ಕಳೆದ ಹಲವು ವರ್ಷಗಳಿಂದ ಸಂಶೋಧನೆಯಲ್ಲಿ ತೊಡಗಿಸಿಕೊಂಡಿದ್ದರು. ಇವರ ಸಂಶೋಧನೆಗೆ ಡಾ. ಎಸ್.ವಿ.ಕೃಷ್ಣಮೂರ್ತಿ ಅವರು ಮಾರ್ಗದರ್ಶನ ನೀಡಿದ್ದು, ಇವರು ರಂಜಿತ್ ಹೆಗಡೆ ಅವರ ಪತ್ನಿಯಾಗಿದ್ದಾರೆ. ಇವರ ಸಾಧನೆಗೆ ಕುಟುಂಬ ವರ್ಗ, ಸ್ನೇಹಿತರು ಹಾಗೂ ಗ್ರಾಮಸ್ಥರು ಅಭಿನಂದನೆ ಸಲ್ಲಿಸಿದ್ದಾರೆ. ಈ ಸಂದರ್ಭದಲ್ಲಿ ಮಾತನಾಡಿದ ಅವರು ಸಂಶೋಧನೆ ಕ್ಷೇತ್ರದಲ್ಲಿ ಇನ್ನಷ್ಟು ಕೆಲಸ ಮಾಡುವ ಆಸೆಯಿದ್ದು ಯುವಜನರು ವಿಜ್ಞಾನ ಕ್ಷೇತ್ರದತ್ತ ಆಸಕ್ತಿ ವಹಿಸಬೇಕು ಎಂದರು.: [210, 2187, 1009, 2245]
- phd-col-right-text: ದಾಖಲಿಸಿ ಕೊಡಿಸಿದ್ದಾರೆ. ಕುಟುಂಬದ ಸದಸ್ಯರು ಹಾಗೂ ಗ್ರಾಮಸ್ಥರು ಅಭಿನಂದಿಸಿದ್ದಾರೆ. ಸಂಶೋಧನೆಯ ಫಲಿತಾಂಶಗಳು ರೈತರಿಗೆ ಉಪಯುಕ್ತವಾಗಲಿದ್ದು, ಅಣಬೆ ಕೃಷಿಗೆ ಹೊಸ ದಿಕ್ಕು ನೀಡಲಿದೆ ಎಂದು ತಜ್ಞರು ಅಭಿಪ್ರಾಯಪಟ್ಟಿದ್ದಾರೆ. ವಿಶ್ವವಿದ್ಯಾಲಯದ ಕುಲಪತಿಗಳು, ಪ್ರಾಧ್ಯಾಪಕರು ಹಾಗೂ ಸಿಬ್ಬಂದಿ ಶುಭ ಹಾರೈಸಿದ್ದಾರೆ.: [1035, 2259, 1493, 2302]
- masthead-name: [644, 45, 1100, 108]
- conference-illustration: [62, 1286, 755, 1567]
- newbuilding-headline-box: [1030, 1441, 1498, 1530]
- nadagouda-headline-2: ಪೂರ್ವಭಾವಿ ಸಭೆ ಜನ್ಮದಿನ ಅರ್ಥಪೂರ್ಣ ಆಚರಣೆಗೆ ನಿರ್ಧಾರ: [187, 1221, 882, 1264]
- portrait-illustration: [62, 2131, 200, 2303]
- page-number: 4: [64, 36, 132, 151]
- phd-body: [210, 2185, 1009, 2307]
- nadagouda-col-3: [521, 1572, 755, 1703]
- nagpur-col-1-text: ಯಳಂದೂರು. ಸಂವಿಧಾನ ಶಿಲ್ಪಿ ಬಾಬಾಸಾಹೇಬ್ ಡಾ. ಬಿ.ಆರ್.ಅಂಬೇಡ್ಕರ್ ರವರು ಬೌದ್ಧ ಧರ್ಮದ ದೀಕ್ಷೆ ಪಡೆದ ಮಹಾರಾಷ್ಟ್ರದ ನಾಗ್ಪುರ ದೀಕ್ಷಾ ಭೂಮಿಯಾತ್ರೆಗೆ ಯಳಂದೂರು ತಾಲ್ಲೂಕಿನಿಂದ ಯಾತ್ರಾರ್ಥಿಗಳು ತೆರಳಿದರು. ಸಮಾಜ ಕಲ್ಯಾಣ ಇಲಾಖೆ ವತಿಯಿಂದ ಆಯೋಜಿಸಿದ್ದ ನಾಗಪುರ ದೀಕ್ಷಾ ಭೂಮಿ ಯಾತ್ರೆಗೆ ಹೊರಡುವ ಮುನ್ನ ಯಳಂದೂರು ಪಟ್ಟಣದ ಅಂಬೇಡ್ಕರ್ ಸಮುದಾಯ ಭವನದ ಮುಂಭಾಗದಲ್ಲಿರುವ ಬಾಬಾ ಸಾಹೇಬ್ ಅಂಬೇಡ್ಕರ್ ಅವರ ಪ್ರತಿಮೆಗೆ ಮಾಲಾರ್ಪಣೆ ಮಾಡಿದ ನಂತರ ಸರ್ಕಾರದಿಂದ ಆಯೋಜನೆಗೊಂಡಿದ್ದ ಬಸ್ ಗಳು ಯಾತ್ರೆಗೆ ತೆರಳಿದವು. ಶಾಸಕ ಎ.ಆರ್. ಕೃಷ್ಣಮೂರ್ತಿ ರವರು ನಾಗಪುರ ದೀಕ್ಷಾ ಭೂಮಿ ಯಾತ್ರೆಗೆ ತೆರಳುತ್ತಿರುವ ಯಳಂದೂರು ತಾಲ್ಲೂಕಿನಿಂದ 30 ಜನ, ಕೊಳ್ಳೇಗಾಲ ತಾಲ್ಲೂಕಿನಿಂದ 170 ಜನ ಒಟ್ಟು ಒಟ್ಟು 200 ಜನ ಯಾತ್ರಿಗಳು ಕೊಳ್ಳೇಗಾಲ ವಿಧಾನಸಭಾ ಕ್ಷೇತ್ರದಿಂದ 4 ಬರಾಪುರ ಬಸ್: [62, 772, 298, 970]
- newbuilding-col-2: [1271, 1789, 1493, 2254]
- phd-col-right: [1035, 2257, 1493, 2307]
- valmiki-subtitle-rule: [1030, 762, 1498, 763]
- nadagouda-headline-1: ಶಾಸಕ ಸಿ.ಎಸ್.ನಾಡಗೌಡ (ಅಪ್ಪಾಜಿ) ಜನ್ಮದಿನದ: [234, 1146, 835, 1192]
- meeting-illustration: [1035, 994, 1365, 1263]
- valmiki-col-1-bot: [1035, 1268, 1261, 1431]
- nagpur-col-1: [62, 770, 298, 1120]
- mallikarjun-photo-caption: [538, 2087, 1009, 2128]
- newbuilding-col-2-text: ಹಸುಗಳನ್ನು ಸಾಕುತ್ತಿರುವ ಸಂಘಕ್ಕೆ ನೀಡುವ ಹಾಲು ಬೆಲೆ ಏರಿಕೆಗೆ ಒತ್ತಾಯಿಸಲಾಗುವುದು. ಸರ್ಕಾರದ ವಿವಿಧ ಯೋಜನೆಗಳನ್ನು ರೈತರು ಸದುಪಯೋಗ ಪಡಿಸಿಕೊಳ್ಳಬೇಕು. ಹಾಲು ಸಂಘದ ಸದಸ್ಯರು ನಿಯಮಿತವಾಗಿ ಹಾಲು ಪೂರೈಕೆ ಮಾಡಿದರೆ ಸಂಘ ಲಾಭದಲ್ಲಿ ಮುನ್ನಡೆಯುತ್ತದೆ. ಈ ಸಂದರ್ಭದಲ್ಲಿ ಸಂಘದ ಅಧ್ಯಕ್ಷೆ, ಉಪಾಧ್ಯಕ್ಷೆ, ನಿರ್ದೇಶಕರು, ಕಾರ್ಯದರ್ಶಿ, ಗ್ರಾಮದ ಮುಖಂಡರಾದ ನಾಗೇಶ್, ಪ್ರಕಾಶ್, ಮಂಜೇಗೌಡ, ರವಿಕುಮಾರ್, ಶಿವಣ್ಣ, ಪುಟ್ಟಸ್ವಾಮಿ, ಮಂಜುನಾಥ್, ಕೃಷ್ಣೇಗೌಡ, ರಾಜು, ಲೋಕೇಶ್ ಸೇರಿದಂತೆ ಗ್ರಾಮಸ್ಥರು ಉಪಸ್ಥಿತರಿದ್ದರು.: [1271, 1791, 1493, 1927]
- masthead-epaper-label: ಇ-ಪೇಪರ್:: [1227, 51, 1286, 68]
- nadagouda-col-1: [62, 1572, 282, 1703]
- newbuilding-photo: [1035, 1535, 1493, 1784]
- lead-headline: ನೂತನ ಡಿಜಿಟಲ್ ಎಕ್ಸರೇ ಯಂತ್ರಕ್ಕೆ ಚಾಲನೆ..: [296, 183, 1256, 260]
- newbuilding-headline: ನೂತನ ಕಟ್ಟಡದ ನಿರ್ಮಾಣಕ್ಕೆ ಮನ್ಮುಲ್ ನಿರ್ದೇಶಕ ಡಾಲು ರವಿ ಗುದ್ದಲಿ ಪೂಜೆ: [1040, 1453, 1488, 1517]
- nadagouda-col-2: [292, 1572, 512, 1703]
- epaper-band-link[interactable]: www.munjanevarthe.com: [697, 644, 921, 662]
- masthead-date-kannada: ಶುಕ್ರವಾರ 11 ಅಕ್ಟೋಬರ್ 2024: [1309, 81, 1491, 99]
- lead-photo: [790, 281, 1247, 530]
- valmiki-col-1-top: [1035, 831, 1261, 990]
- mallikarjun-headline-2: ಸಮಾಜ ಸೇವಕ ಆರ್.ಟಿ.ಓ ಮಲ್ಲಿಕಾರ್ಜುನ್ ಮಾನವೀಯತೆ ಮೆರೆದಿದ್ದಾರೆ: [197, 1782, 872, 1815]
- lead-col-3: [479, 281, 781, 623]
- epaper-band: [54, 640, 1498, 665]
- mallikarjun-col-2: [275, 1833, 528, 2127]
- valmiki-col-1-top-text: ಮುಂಜಾನೆ ವಾರ್ತೆ ಸುದ್ದಿ ತಾಳಕೊಟೆ: ಮಹರ್ಷಿ ವಾಲ್ಮೀಕಿ ಜಯಂತೋತ್ಸವವನ್ನು ಸರಳ ಹಾಗೂ ಅರ್ಥಪೂರ್ಣವಾಗಿ ಆಚರಿಸಲು ವಿವಿಧ ಇಲಾಖೆಗಳ ಮುಖ್ಯಸ್ಥರ ಹಾಗೂ ಸಮಾಜದ ಹಿರಿಯರ ಪೂರ್ವಭಾವಿ ಸಭೆಯಲ್ಲಿ ನಿರ್ಧರಿಸಲಾಯಿತು. ಅಕ್ಟೋಬರ್ 17ರಂದು ಮಹರ್ಷಿ ವಾಲ್ಮೀಕಿ ಜಯಂತೋತ್ಸವವನ್ನು: [1035, 833, 1261, 907]
